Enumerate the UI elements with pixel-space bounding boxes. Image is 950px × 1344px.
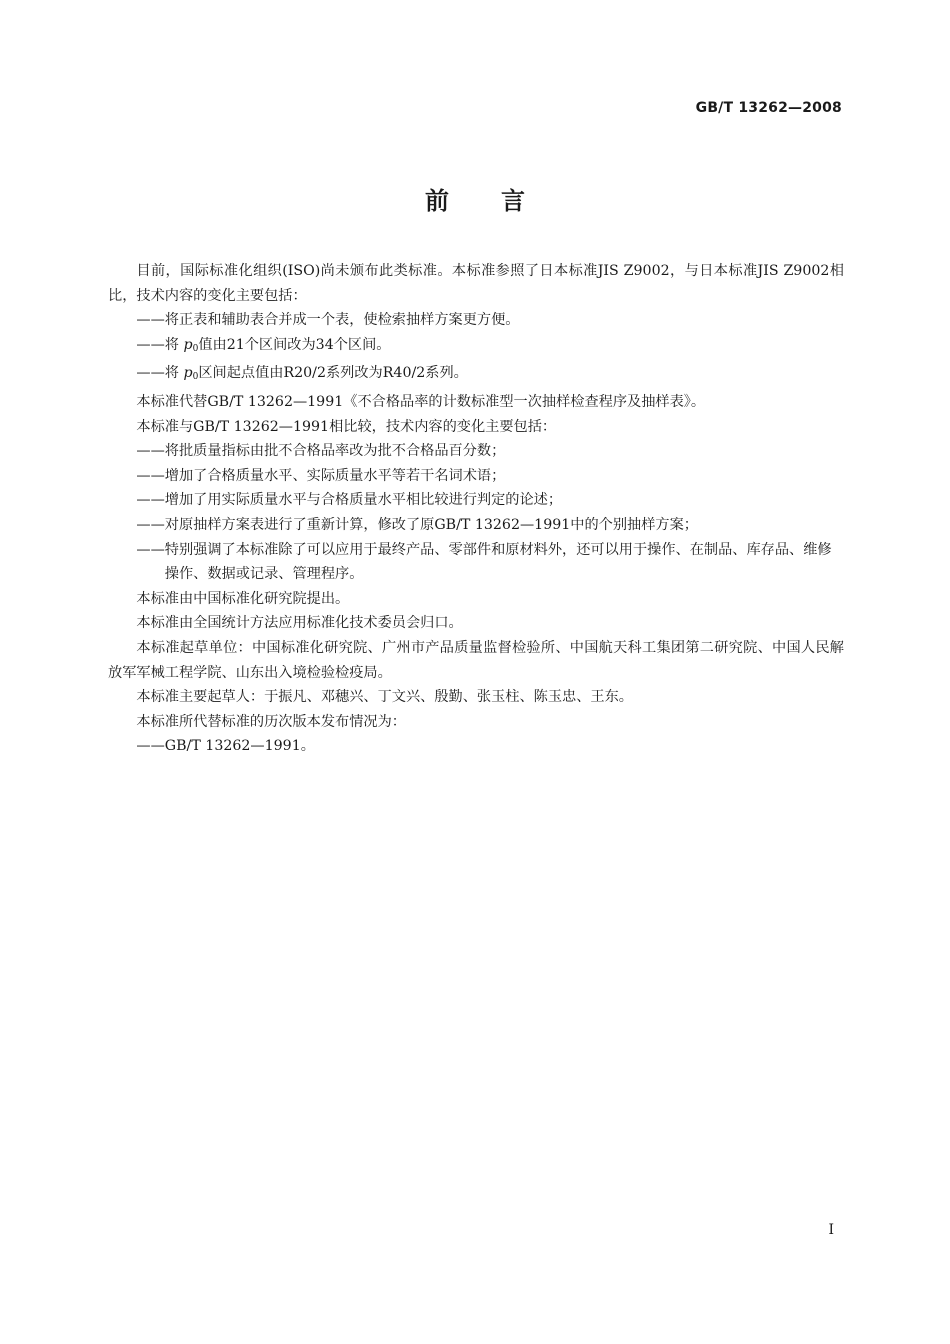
list-item: ——特别强调了本标准除了可以应用于最终产品、零部件和原材料外，还可以用于操作、在制品、库存品、维修操作、数据或记录、管理程序。	[136, 541, 832, 583]
list-item: ——增加了合格质量水平、实际质量水平等若干名词术语；	[136, 467, 506, 484]
p-variable: p	[183, 365, 193, 382]
document-body	[108, 259, 844, 759]
list-item: ——增加了用实际质量水平与合格质量水平相比较进行判定的论述；	[136, 492, 563, 509]
p-variable: p	[183, 336, 193, 353]
subscript: 0	[192, 372, 199, 383]
proposed-paragraph: 本标准由中国标准化研究院提出。	[136, 590, 350, 607]
list-item: ——将批质量指标由批不合格品率改为批不合格品百分数；	[136, 443, 506, 460]
list-item: ——对原抽样方案表进行了重新计算，修改了原GB/T 13262—1991中的个别抽样方案；	[136, 516, 698, 533]
list-item: ——将 $p_0$区间起点值由R20/2系列改为R40/2系列。	[136, 365, 468, 383]
subscript: 0	[192, 343, 199, 354]
list-item: ——将 $p_0$值由21个区间改为34个区间。	[136, 336, 391, 354]
standard-number: GB/T 13262—2008	[695, 100, 842, 116]
comparison-paragraph: 本标准与GB/T 13262—1991相比较，技术内容的变化主要包括：	[136, 418, 557, 435]
title-char-2: 言	[501, 187, 525, 215]
replacement-paragraph: 本标准代替GB/T 13262—1991《不合格品率的计数标准型一次抽样检查程序及抽样表》。	[136, 393, 706, 410]
list-item: ——GB/T 13262—1991。	[136, 738, 315, 755]
list-item: ——将正表和辅助表合并成一个表，使检索抽样方案更方便。	[136, 312, 520, 329]
page-title	[0, 181, 950, 216]
intro-paragraph: 目前，国际标准化组织(ISO)尚未颁布此类标准。本标准参照了日本标准JIS Z9002，与日本标准JIS Z9002相比，技术内容的变化主要包括：	[108, 263, 844, 304]
title-char-1: 前	[425, 187, 449, 215]
history-paragraph: 本标准所代替标准的历次版本发布情况为：	[136, 713, 406, 730]
page-number: I	[828, 1222, 834, 1238]
drafting-units-paragraph: 本标准起草单位：中国标准化研究院、广州市产品质量监督检验所、中国航天科工集团第二研究院、中国人民解放军军械工程学院、山东出入境检验检疫局。	[108, 639, 844, 681]
drafters-paragraph: 本标准主要起草人：于振凡、邓穗兴、丁文兴、殷勤、张玉柱、陈玉忠、王东。	[136, 689, 633, 706]
centralized-paragraph: 本标准由全国统计方法应用标准化技术委员会归口。	[136, 615, 463, 632]
